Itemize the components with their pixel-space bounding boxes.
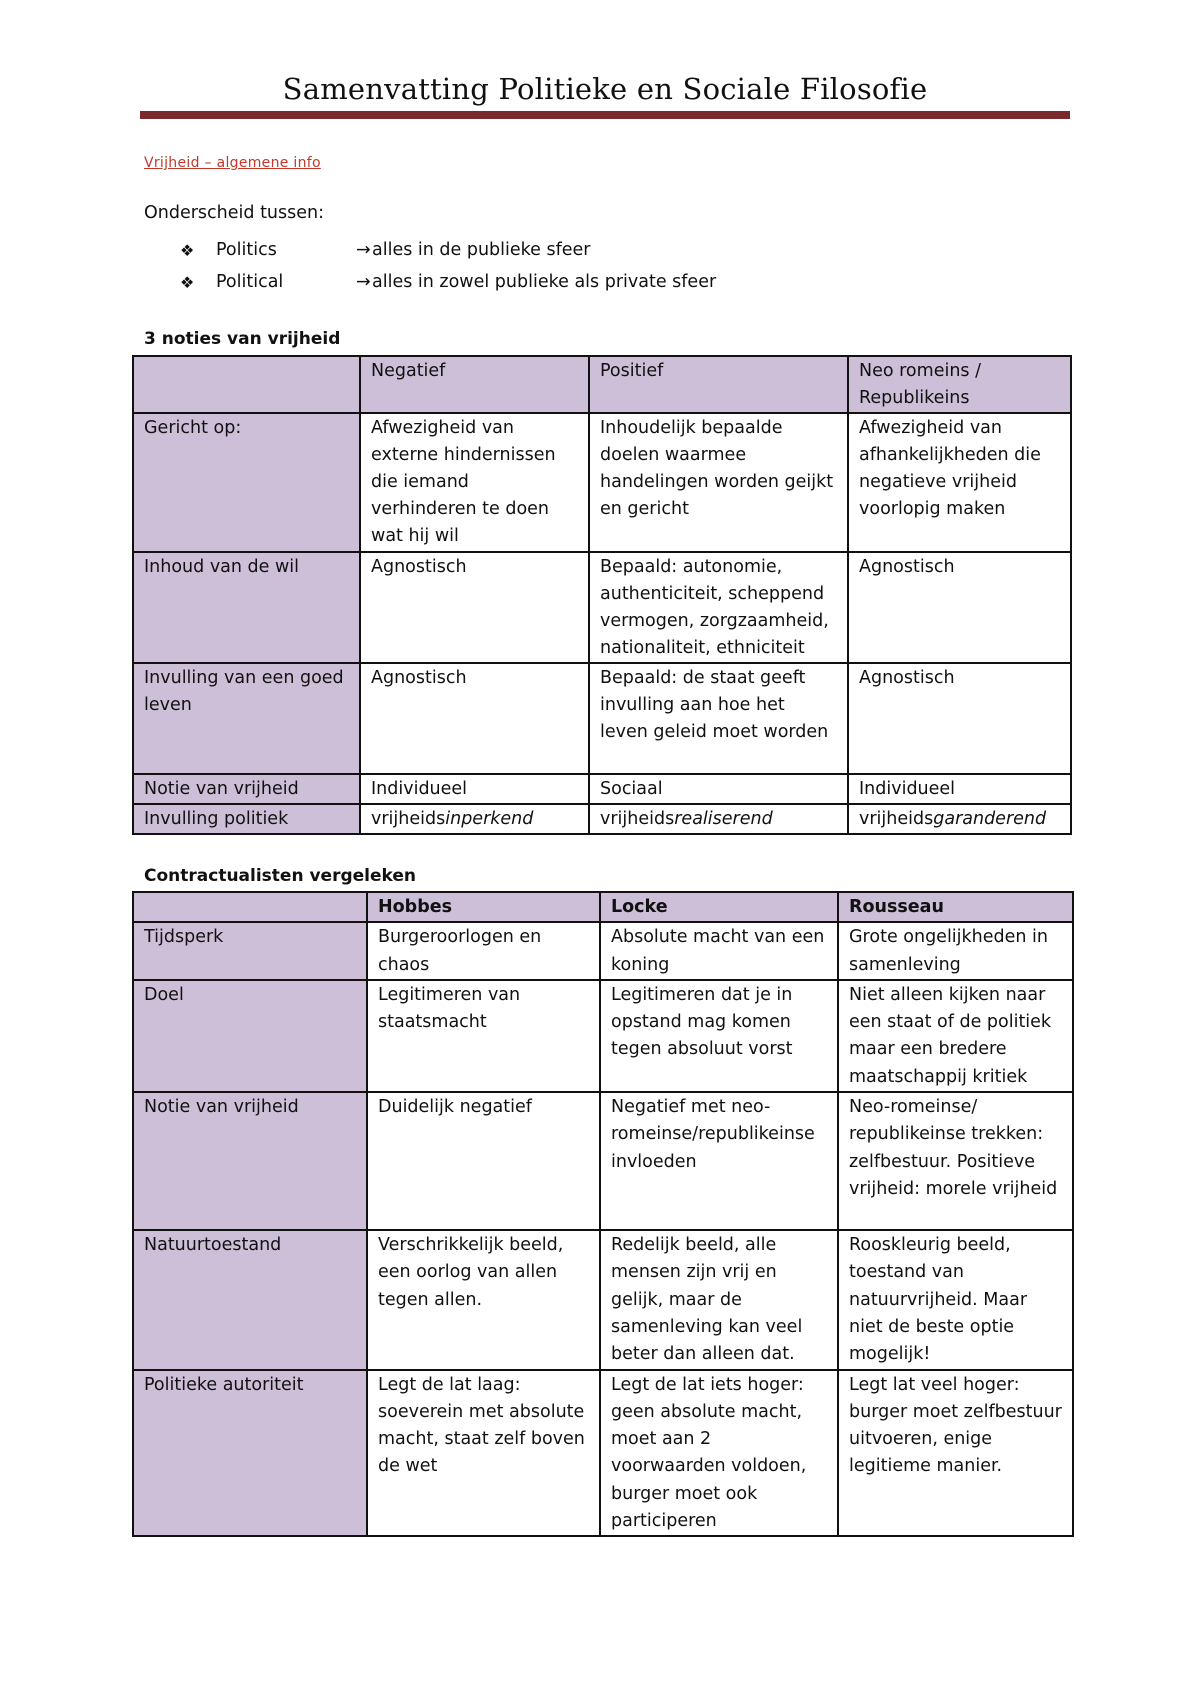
column-header: Locke (600, 892, 838, 922)
table-row (133, 1230, 1073, 1369)
table-row (133, 1370, 1073, 1537)
table-row (133, 552, 1071, 663)
cell-prefix: vrijheids (600, 809, 675, 829)
row-label: Inhoud van de wil (133, 552, 360, 663)
diamond-bullet-icon: ❖ (180, 240, 195, 260)
row-label: Notie van vrijheid (133, 1092, 367, 1230)
table-cell: Redelijk beeld, alle mensen zijn vrij en gelijk, maar de samenleving kan veel beter dan alleen dat. (600, 1230, 838, 1369)
column-header: Rousseau (838, 892, 1073, 922)
table-row (133, 980, 1073, 1092)
bullet-list (180, 234, 716, 298)
table-cell: Agnostisch (848, 552, 1071, 663)
column-header (133, 356, 360, 413)
table1-heading: 3 noties van vrijheid (144, 329, 341, 349)
table-row (133, 1092, 1073, 1230)
bullet-description: alles in zowel publieke als private sfeer (372, 272, 717, 292)
table-cell: Individueel (360, 774, 589, 804)
table-cell (589, 804, 848, 834)
table-cell: Sociaal (589, 774, 848, 804)
table2-heading: Contractualisten vergeleken (144, 866, 416, 886)
table-cell: Duidelijk negatief (367, 1092, 600, 1230)
table-cell: Burgeroorlogen en chaos (367, 922, 600, 980)
table-cell: Legt de lat laag: soeverein met absolute macht, staat zelf boven de wet (367, 1370, 600, 1537)
row-label: Tijdsperk (133, 922, 367, 980)
page-title: Samenvatting Politieke en Sociale Filosofie (282, 72, 928, 106)
column-header (133, 892, 367, 922)
table-cell: Legitimeren dat je in opstand mag komen tegen absoluut vorst (600, 980, 838, 1092)
table-cell: Legt lat veel hoger: burger moet zelfbestuur uitvoeren, enige legitieme manier. (838, 1370, 1073, 1537)
table-cell: Legt de lat iets hoger: geen absolute macht, moet aan 2 voorwaarden voldoen, burger moet ook participeren (600, 1370, 838, 1537)
table-cell: Niet alleen kijken naar een staat of de politiek maar een bredere maatschappij kritiek (838, 980, 1073, 1092)
arrow-right-icon: → (356, 240, 371, 260)
table-header-row (133, 356, 1071, 413)
table-cell: Neo-romeinse/ republikeinse trekken: zelfbestuur. Positieve vrijheid: morele vrijheid (838, 1092, 1073, 1230)
column-header: Positief (589, 356, 848, 413)
section-heading-text: Vrijheid – algemene info (144, 155, 321, 171)
notions-of-freedom-table (132, 355, 1072, 835)
cell-emphasis: garanderend (933, 809, 1047, 829)
table-cell: Legitimeren van staatsmacht (367, 980, 600, 1092)
cell-prefix: vrijheids (371, 809, 446, 829)
row-label: Natuurtoestand (133, 1230, 367, 1369)
table-row (133, 663, 1071, 774)
arrow-right-icon: → (356, 272, 371, 292)
cell-emphasis: inperkend (445, 809, 534, 829)
table-cell: Bepaald: de staat geeft invulling aan hoe het leven geleid moet worden (589, 663, 848, 774)
section-heading (144, 155, 321, 171)
contractualists-table (132, 891, 1074, 1537)
table-cell: Agnostisch (360, 552, 589, 663)
table-cell: Verschrikkelijk beeld, een oorlog van allen tegen allen. (367, 1230, 600, 1369)
column-header: Negatief (360, 356, 589, 413)
cell-prefix: vrijheids (859, 809, 934, 829)
row-label: Invulling van een goed leven (133, 663, 360, 774)
list-item (180, 266, 716, 298)
column-header: Hobbes (367, 892, 600, 922)
column-header: Neo romeins / Republikeins (848, 356, 1071, 413)
table-cell: Agnostisch (848, 663, 1071, 774)
table-cell: Afwezigheid van externe hindernissen die iemand verhinderen te doen wat hij wil (360, 413, 589, 552)
table-cell (848, 804, 1071, 834)
table-row (133, 922, 1073, 980)
diamond-bullet-icon: ❖ (180, 272, 195, 292)
row-label: Doel (133, 980, 367, 1092)
row-label: Notie van vrijheid (133, 774, 360, 804)
title-rule (140, 111, 1070, 119)
intro-label: Onderscheid tussen: (144, 203, 325, 223)
cell-emphasis: realiserend (674, 809, 773, 829)
table-cell: Absolute macht van een koning (600, 922, 838, 980)
table-cell: Afwezigheid van afhankelijkheden die negatieve vrijheid voorlopig maken (848, 413, 1071, 552)
table-header-row (133, 892, 1073, 922)
table-row (133, 804, 1071, 834)
table-cell: Individueel (848, 774, 1071, 804)
table-cell: Bepaald: autonomie, authenticiteit, scheppend vermogen, zorgzaamheid, nationaliteit, ethniciteit (589, 552, 848, 663)
table-cell: Inhoudelijk bepaalde doelen waarmee handelingen worden geijkt en gericht (589, 413, 848, 552)
table-cell: Agnostisch (360, 663, 589, 774)
row-label: Gericht op: (133, 413, 360, 552)
table-cell: Rooskleurig beeld, toestand van natuurvrijheid. Maar niet de beste optie mogelijk! (838, 1230, 1073, 1369)
row-label: Invulling politiek (133, 804, 360, 834)
table-cell (360, 804, 589, 834)
table-row (133, 413, 1071, 552)
bullet-description: alles in de publieke sfeer (372, 240, 591, 260)
table-row (133, 774, 1071, 804)
table-cell: Negatief met neo-romeinse/republikeinse invloeden (600, 1092, 838, 1230)
table-cell: Grote ongelijkheden in samenleving (838, 922, 1073, 980)
list-item (180, 234, 716, 266)
bullet-term: Political (216, 272, 284, 292)
bullet-term: Politics (216, 240, 277, 260)
row-label: Politieke autoriteit (133, 1370, 367, 1537)
